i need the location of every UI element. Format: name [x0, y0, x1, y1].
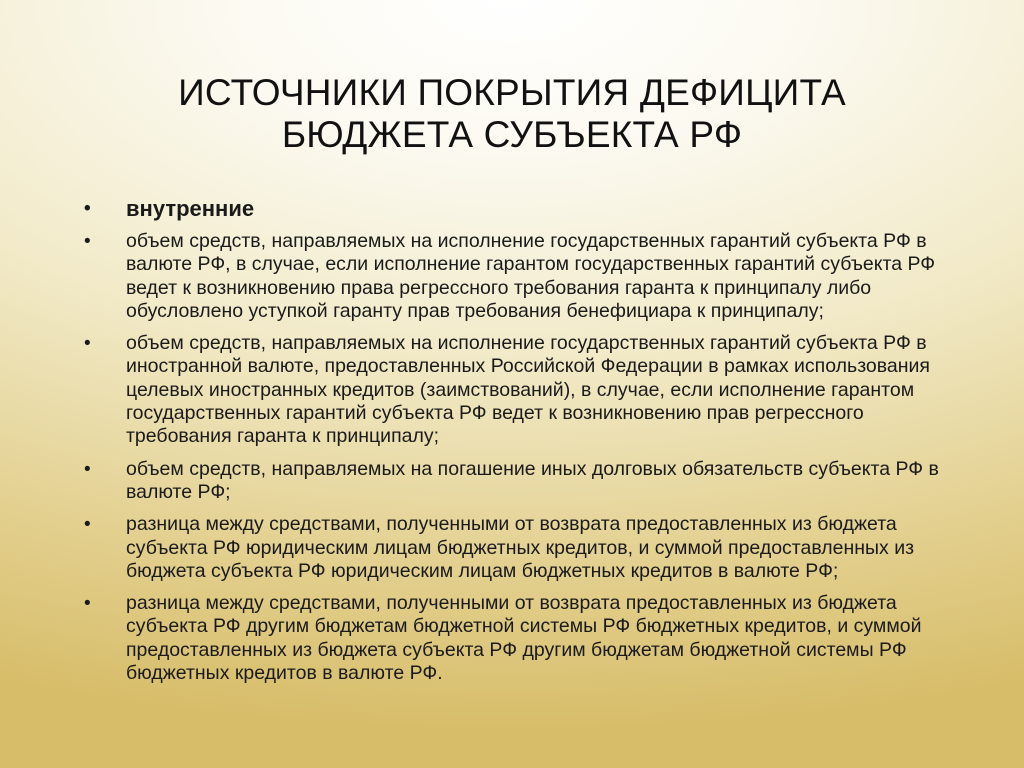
list-item-text: объем средств, направляемых на погашение иных долговых обязательств субъекта РФ в валюте РФ;	[126, 457, 939, 503]
bullet-icon: •	[84, 231, 91, 252]
list-item	[80, 458, 970, 505]
slide-content	[80, 196, 970, 694]
bullet-icon: •	[84, 333, 91, 355]
list-item-text: объем средств, направляемых на исполнение государственных гарантий субъекта РФ в иностранной валюте, предоставленных Российской Федерации в рамках использования целевых иностранных кредитов (заимствований), в случае, если исполнение гарантом государственных гарантий субъекта РФ ведет к возникновению прав регрессного требования гаранта к принципалу;	[126, 332, 930, 448]
slide-title	[60, 72, 964, 156]
list-item-heading	[80, 196, 970, 222]
bullet-list	[80, 196, 970, 685]
list-item	[80, 592, 970, 685]
bullet-icon: •	[84, 514, 91, 536]
bullet-icon: •	[84, 593, 91, 615]
list-item	[80, 230, 970, 323]
bullet-icon: •	[84, 458, 91, 480]
bullet-icon: •	[84, 198, 91, 219]
list-item-text: разница между средствами, полученными от возврата предоставленных из бюджета субъекта РФ другим бюджетам бюджетной системы РФ бюджетных кредитов, и суммой предоставленных из бюджета субъекта РФ другим бюджетам бюджетной системы РФ бюджетных кредитов в валюте РФ.	[126, 592, 922, 685]
list-item-text: разница между средствами, полученными от возврата предоставленных из бюджета субъекта РФ юридическим лицам бюджетных кредитов, и суммой предоставленных из бюджета субъекта РФ юридическим лицам бюджетных кредитов в валюте РФ;	[126, 513, 915, 582]
slide-title-line-2: БЮДЖЕТА СУБЪЕКТА РФ	[281, 114, 743, 155]
list-item	[80, 513, 970, 583]
list-item-text: объем средств, направляемых на исполнение государственных гарантий субъекта РФ в валюте РФ, в случае, если исполнение гарантом государственных гарантий субъекта РФ ведет к возникновению права регрессного требования гаранта к принципалу либо обусловлено уступкой гаранту прав требования бенефициара к принципалу;	[126, 230, 936, 322]
slide-title-line-1: ИСТОЧНИКИ ПОКРЫТИЯ ДЕФИЦИТА	[178, 72, 846, 113]
list-item	[80, 332, 970, 448]
list-item-text: внутренние	[126, 196, 255, 221]
